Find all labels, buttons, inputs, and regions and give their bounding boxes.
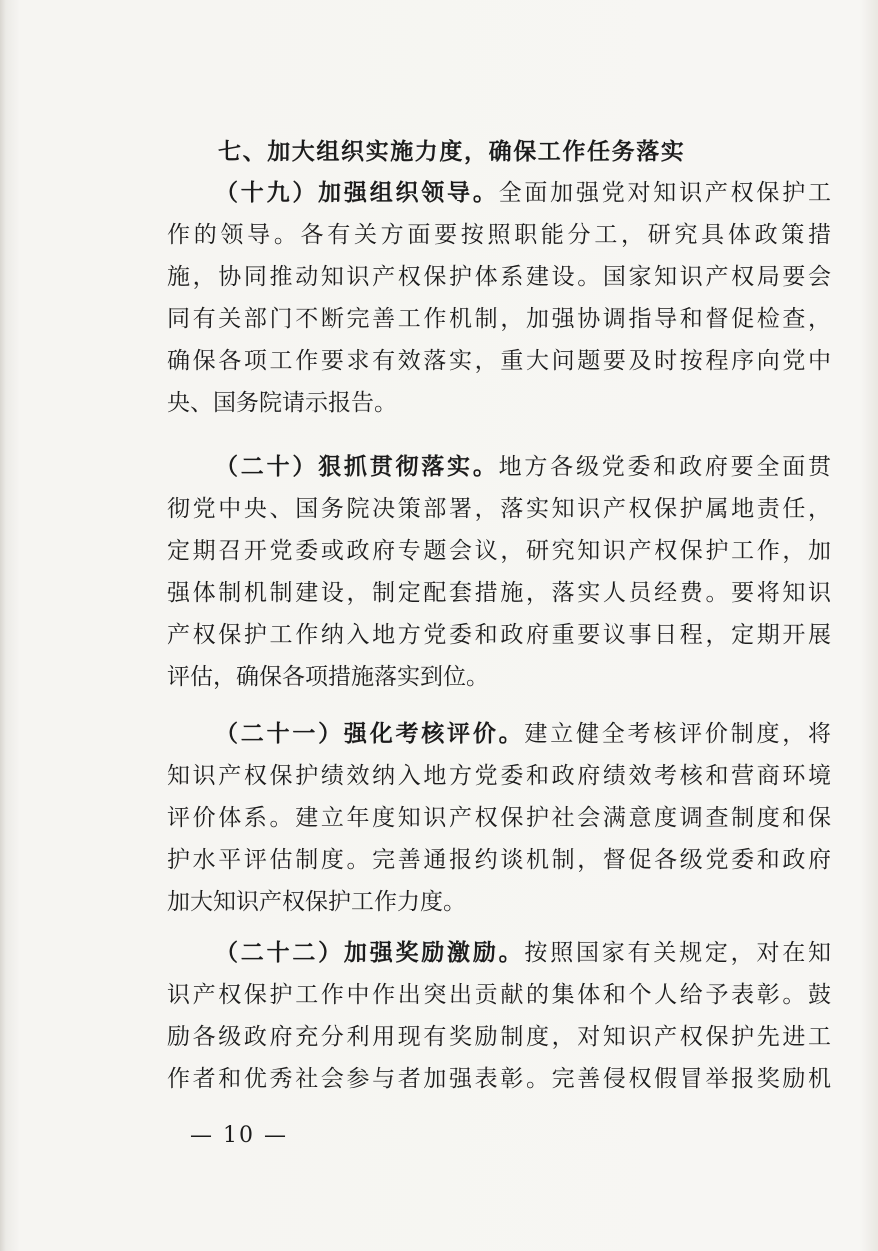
paragraph-line: 知识产权保护绩效纳入地方党委和政府绩效考核和营商环境 bbox=[167, 763, 831, 789]
paragraph-line: 评估，确保各项措施落实到位。 bbox=[167, 664, 489, 690]
paragraph-first-line bbox=[167, 713, 831, 755]
paragraph-line: 作者和优秀社会参与者加强表彰。完善侵权假冒举报奖励机 bbox=[167, 1066, 831, 1092]
page-number: — 10 — bbox=[190, 1123, 288, 1148]
paragraph-line: 护水平评估制度。完善通报约谈机制，督促各级党委和政府 bbox=[167, 847, 831, 873]
paragraph-lead: （二十二）加强奖励激励。 bbox=[215, 939, 525, 966]
paragraph-line: 彻党中央、国务院决策部署，落实知识产权保护属地责任， bbox=[167, 496, 831, 522]
paragraph-text: 建立健全考核评价制度，将 bbox=[524, 721, 832, 747]
paragraph-21 bbox=[167, 713, 831, 923]
paragraph-lead: （二十一）强化考核评价。 bbox=[215, 720, 525, 747]
paragraph-lead: （二十）狠抓贯彻落实。 bbox=[215, 453, 499, 480]
paragraph-line: 评价体系。建立年度知识产权保护社会满意度调查制度和保 bbox=[167, 805, 831, 831]
paragraph-lead: （十九）加强组织领导。 bbox=[215, 179, 499, 206]
paragraph-line: 识产权保护工作中作出突出贡献的集体和个人给予表彰。鼓 bbox=[167, 982, 831, 1008]
paragraph-first-line bbox=[167, 932, 831, 974]
paragraph-line: 作的领导。各有关方面要按照职能分工，研究具体政策措 bbox=[167, 222, 831, 248]
section-heading: 七、加大组织实施力度，确保工作任务落实 bbox=[218, 138, 686, 165]
paragraph-line: 定期召开党委或政府专题会议，研究知识产权保护工作，加 bbox=[167, 538, 831, 564]
paragraph-text: 按照国家有关规定，对在知 bbox=[524, 940, 832, 966]
paragraph-text: 全面加强党对知识产权保护工 bbox=[498, 180, 832, 206]
paragraph-20 bbox=[167, 446, 831, 698]
paragraph-line: 产权保护工作纳入地方党委和政府重要议事日程，定期开展 bbox=[167, 622, 831, 648]
paragraph-first-line bbox=[167, 172, 831, 214]
paragraph-first-line bbox=[167, 446, 831, 488]
paragraph-line: 加大知识产权保护工作力度。 bbox=[167, 889, 466, 915]
paragraph-line: 确保各项工作要求有效落实，重大问题要及时按程序向党中 bbox=[167, 348, 831, 374]
paragraph-line: 施，协同推动知识产权保护体系建设。国家知识产权局要会 bbox=[167, 264, 831, 290]
paragraph-line: 同有关部门不断完善工作机制，加强协调指导和督促检查， bbox=[167, 306, 831, 332]
paragraph-line: 央、国务院请示报告。 bbox=[167, 390, 397, 416]
paragraph-22 bbox=[167, 932, 831, 1100]
paragraph-text: 地方各级党委和政府要全面贯 bbox=[498, 454, 832, 480]
paragraph-19 bbox=[167, 172, 831, 424]
paragraph-line: 强体制机制建设，制定配套措施，落实人员经费。要将知识 bbox=[167, 580, 831, 606]
paragraph-line: 励各级政府充分利用现有奖励制度，对知识产权保护先进工 bbox=[167, 1024, 831, 1050]
